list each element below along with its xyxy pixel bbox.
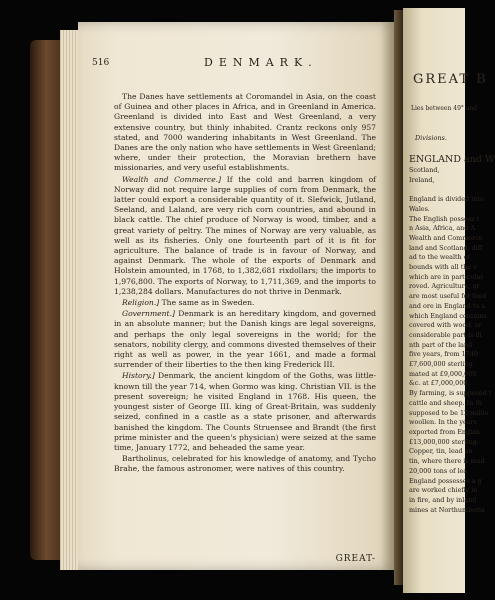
right-page-line: Copper, tin, lead an: [409, 447, 473, 456]
paragraph-heading: History.]: [122, 371, 155, 381]
right-page-line: bounds with all the v: [409, 263, 477, 272]
paragraph-text: Bartholinus, celebrated for his knowledge of anatomy, and Tycho Brahe, the famous astronomer, were natives of this country.: [114, 454, 376, 474]
paragraph: [114, 92, 376, 174]
right-page-line: £13,000,000 sterling.: [409, 437, 479, 446]
right-page-line: The English possess t: [409, 214, 480, 223]
right-page-line: exported from Englan: [409, 427, 481, 436]
paragraph: [114, 454, 376, 474]
right-page-line: are worked chiefly in: [409, 486, 478, 495]
right-page-line: considerable part is ill: [409, 330, 482, 339]
right-page-line: land and Scotland, diff: [409, 243, 483, 252]
right-page-title: GREAT B: [413, 72, 488, 87]
right-page-line: 20,000 tons of lea: [409, 466, 468, 475]
right-page-divisions-label: Divisions.: [415, 134, 447, 142]
right-page-line: &c. at £7,000,000.: [409, 379, 470, 388]
paragraph-text: If the cold and barren kingdom of Norway did not require large supplies of corn from Denmark, the latter could export a considerable quantity of it. Slefwick, Jutland, Seeland, and Laland, are very rich corn countries, and abound in black cattle. The chief produce of Norway is wood, timber, and a great variety of peltry. The mines of Norway are very valuable, as well as its fisheries. Only one fourteenth part of it is fit for agriculture. The balance of trade is in favour of Norway, and against Denmark. The whole of the exports of Denmark and Holstein amounted, in 1768, to 1,382,681 rixdollars; the imports to 1,976,800. The exports of Norway, to 1,711,369, and the imports to 1,238,284 dollars. Manufactures do not thrive in Denmark.: [114, 174, 376, 296]
right-page-line: which England contains: [409, 311, 487, 320]
right-page-line: mines at Northumberla: [409, 505, 485, 514]
page-header: [92, 56, 392, 72]
right-page-line: ENGLAND and W: [409, 154, 495, 165]
paragraph: [114, 298, 376, 308]
paragraph: [114, 371, 376, 453]
paragraph-text: The same as in Sweden.: [159, 298, 255, 308]
right-page-line: By farming, is supposed t: [409, 389, 492, 398]
right-page-line: Wales.: [409, 204, 430, 213]
paragraph-heading: Government.]: [122, 309, 175, 319]
right-page-line: Scotland,: [409, 166, 440, 174]
running-head: DENMARK.: [204, 56, 318, 69]
paragraph-heading: Religion.]: [122, 298, 160, 308]
right-page-line: Ireland,: [409, 175, 435, 184]
right-page-line: England possesses a g: [409, 476, 482, 485]
right-page-line: cattle and sheep. In th: [409, 398, 482, 407]
right-page-line: [409, 185, 495, 195]
right-page-line: nth part of the land: [409, 340, 473, 349]
right-page-line: which are in particular: [409, 272, 484, 281]
right-page-line: covered with wood, or: [409, 321, 482, 330]
paragraph-text: Denmark is an hereditary kingdom, and governed in an absolute manner; but the Danish kings are legal sovereigns, and perhaps the only legal sovereigns in the world; for the senators, nobility clergy, and commons divested themselves of their right as well as power, in the year 1661, and made a formal surrender of their liberties to the then king Frederick III.: [114, 309, 376, 370]
page-number: 516: [92, 58, 110, 68]
right-page-line: five years, from 1749: [409, 350, 478, 359]
right-page-line: n Asia, Africa, and A: [409, 224, 476, 233]
right-page-line: ad to the wealth of: [409, 253, 470, 262]
right-page-line: in fire, and by inland: [409, 495, 477, 504]
right-page-line: roved. Agriculture, gr: [409, 282, 480, 291]
body-text: [114, 92, 376, 476]
right-page-line: mated at £9,000,000: [409, 369, 477, 378]
right-page-line: Wealth and Commerce: [409, 233, 483, 242]
right-page: [403, 8, 495, 593]
paragraph: [114, 309, 376, 370]
right-page-line: supposed to be 12 millio: [409, 408, 489, 417]
right-page-line: England is divided into: [409, 195, 484, 204]
paragraph-text: Denmark, the ancient kingdom of the Goths, was little-known till the year 714, when Gormo was king. Christian VII. is the present sovereign; he visited England in 1768. His queen, the youngest sister of George III. king of Great-Britain, was suddenly seized, confined in a castle as a state prisoner, and afterwards banished the kingdom. The Counts Struensee and Brandt (the first prime minister and the queen's physician) were seized at the same time, January 1772, and beheaded the same year.: [114, 371, 376, 452]
catchword: GREAT-: [335, 554, 376, 564]
right-page-line: woollen. In the years: [409, 418, 477, 427]
right-page-subtitle: Lies between 49° and: [411, 105, 478, 112]
right-page-line: and ore in England to a: [409, 301, 486, 310]
right-page-text: [409, 153, 495, 515]
paragraph: [114, 175, 376, 297]
paragraph-heading: Wealth and Commerce.]: [122, 174, 222, 184]
right-page-line: £7,600,000 sterling.: [409, 360, 475, 369]
right-page-line: tin, where there is mad: [409, 457, 485, 466]
paragraph-text: The Danes have settlements at Coromandel in Asia, on the coast of Guinea and other places in Africa, and in Greenland in America. Greenland is divided into East and West Greenland, a very extensive country, but thinly inhabited. Crantz reckons only 957 stated, and 7000 wandering inhabitants in West Greenland. The Danes are the only nation who have settlements in West Greenland; where, under their protection, the Moravian brethern have missionaries, and very useful establishments.: [114, 92, 376, 173]
right-page-line: are most useful for feed: [409, 292, 487, 301]
left-page: [78, 22, 396, 570]
